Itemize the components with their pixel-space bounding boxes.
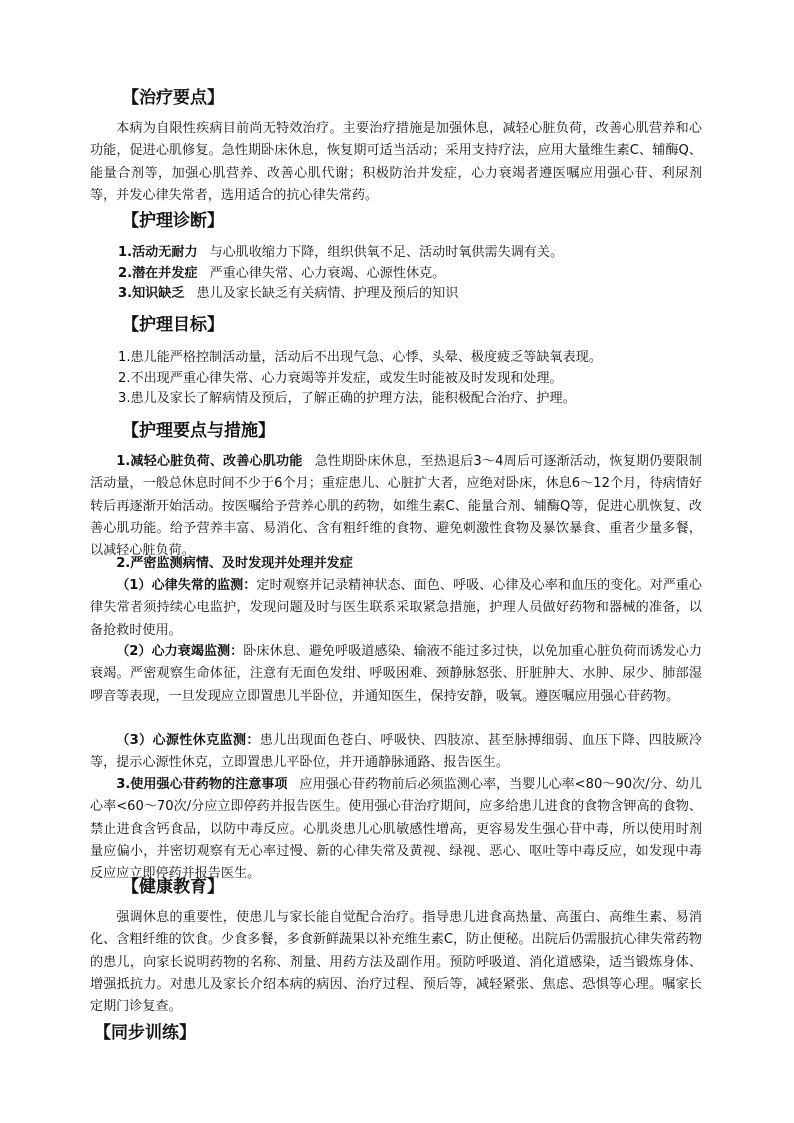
nursing-goals-list: [118, 348, 718, 410]
arrhythmia-monitoring-text: 定时观察并记录精神状态、面色、呼吸、心律及心率和血压的变化。对严重心律失常者须持续心电监护，发现问题及时与医生联系采取紧急措施，护理人员做好药物和器械的准备，以备抢救时使用。: [90, 578, 702, 638]
list-item: [118, 264, 718, 285]
heart-failure-monitoring-text: 卧床休息、避免呼吸道感染、输液不能过多过快，以免加重心脏负荷而诱发心力衰竭。严密观察生命体征，注意有无面色发绀、呼吸困难、颈静脉怒张、肝脏肿大、水肿、尿少、肺部湿啰音等表现，一旦发现应立即置患儿半卧位，并通知医生，保持安静，吸氧。遵医嘱应用强心苷药物。: [90, 644, 702, 704]
list-item: [118, 284, 718, 305]
diagnosis-label: 1.活动无耐力: [118, 245, 198, 260]
heading-nursing-diagnosis: 【护理诊断】: [122, 211, 224, 231]
shock-monitoring-paragraph: [90, 730, 702, 775]
measures-label-2: 2.严密监测病情、及时发现并处理并发症: [116, 556, 353, 571]
heart-failure-monitoring-label: （2）心力衰竭监测：: [116, 644, 244, 659]
diagnosis-text: 与心肌收缩力下降，组织供氧不足、活动时氧供需失调有关。: [209, 245, 564, 260]
heading-sync-training: 【同步训练】: [94, 1023, 196, 1043]
list-item: 3.患儿及家长了解病情及预后，了解正确的护理方法，能积极配合治疗、护理。: [118, 391, 576, 406]
heading-health-education: 【健康教育】: [122, 877, 224, 897]
measures-paragraph-3: [90, 774, 702, 885]
diagnosis-text: 严重心律失常、心力衰竭、心源性休克。: [209, 265, 446, 281]
health-education-paragraph: 强调休息的重要性，使患儿与家长能自觉配合治疗。指导患儿进食高热量、高蛋白、高维生素、易消化、含粗纤维的饮食。少食多餐，多食新鲜蔬果以补充维生素C，防止便秘。出院后仍需服抗心律失常药物的患儿，向家长说明药物的名称、剂量、用药方法及副作用。预防呼吸道、消化道感染，适当锻炼身体、增强抵抗力。对患儿及家长介绍本病的病因、治疗过程、预后等，减轻紧张、焦虑、恐惧等心理。嘱家长定期门诊复查。: [90, 910, 702, 1015]
nursing-diagnosis-list: [118, 243, 718, 305]
shock-monitoring-label: （3）心源性休克监测：: [116, 733, 260, 748]
heading-treatment-points: 【治疗要点】: [122, 88, 224, 108]
list-item: 1.患儿能严格控制活动量，活动后不出现气急、心悸、头晕、极度疲乏等缺氧表现。: [118, 350, 602, 365]
measures-label-3: 3.使用强心苷药物的注意事项: [116, 777, 288, 792]
heading-nursing-measures: 【护理要点与措施】: [122, 421, 275, 441]
measures-label-1: 1.减轻心脏负荷、改善心肌功能: [116, 454, 303, 469]
shock-monitoring-text: 患儿出现面色苍白、呼吸快、四肢凉、甚至脉搏细弱、血压下降、四肢厥冷等，提示心源性休克，立即置患儿平卧位，并开通静脉通路、报告医生。: [90, 733, 702, 771]
measures-text-3: 应用强心苷药物前后必须监测心率，当婴儿心率<80～90次/分、幼儿心率<60～70次/分应立即停药并报告医生。使用强心苷治疗期间，应多给患儿进食的食物含钾高的食物、禁止进食含钙食品，以防中毒反应。心肌炎患儿心肌敏感性增高，更容易发生强心苷中毒，所以使用时剂量应偏小，并密切观察有无心率过慢、新的心律失常及黄视、绿视、恶心、呕吐等中毒反应，如发现中毒反应应立即停药并报告医生。: [90, 777, 702, 882]
diagnosis-label: 3.知识缺乏: [118, 286, 185, 301]
arrhythmia-monitoring-paragraph: [90, 575, 702, 642]
measures-paragraph-2: [90, 553, 702, 575]
measures-paragraph-1: [90, 451, 702, 562]
diagnosis-text: 患儿及家长缺乏有关病情、护理及预后的知识: [196, 286, 459, 301]
list-item: 2.不出现严重心律失常、心力衰竭等并发症，或发生时能被及时发现和处理。: [118, 370, 563, 386]
treatment-points-paragraph: 本病为自限性疾病目前尚无特效治疗。主要治疗措施是加强休息，减轻心脏负荷，改善心肌营养和心功能，促进心肌修复。急性期卧床休息，恢复期可适当活动；采用支持疗法，应用大量维生素C、辅酶Q、能量合剂等，加强心肌营养、改善心肌代谢；积极防治并发症，心力衰竭者遵医嘱应用强心苷、利尿剂等，并发心律失常者，选用适合的抗心律失常药。: [90, 121, 702, 203]
list-item: [118, 243, 718, 264]
heart-failure-monitoring-paragraph: [90, 641, 702, 708]
diagnosis-label: 2.潜在并发症: [118, 265, 198, 281]
measures-text-1: 急性期卧床休息，至热退后3～4周后可逐渐活动，恢复期仍要限制活动量，一般总休息时间不少于6个月；重症患儿、心脏扩大者，应绝对卧床，休息6～12个月，待病情好转后再逐渐开始活动。按医嘱给予营养心肌的药物，如维生素C、能量合剂、辅酶Q等，促进心肌恢复、改善心肌功能。给予营养丰富、易消化、含有粗纤维的食物、避免刺激性食物及暴饮暴食、重者少量多餐，以减轻心脏负荷。: [90, 454, 702, 559]
arrhythmia-monitoring-label: （1）心律失常的监测：: [116, 578, 257, 593]
heading-nursing-goals: 【护理目标】: [122, 315, 224, 335]
